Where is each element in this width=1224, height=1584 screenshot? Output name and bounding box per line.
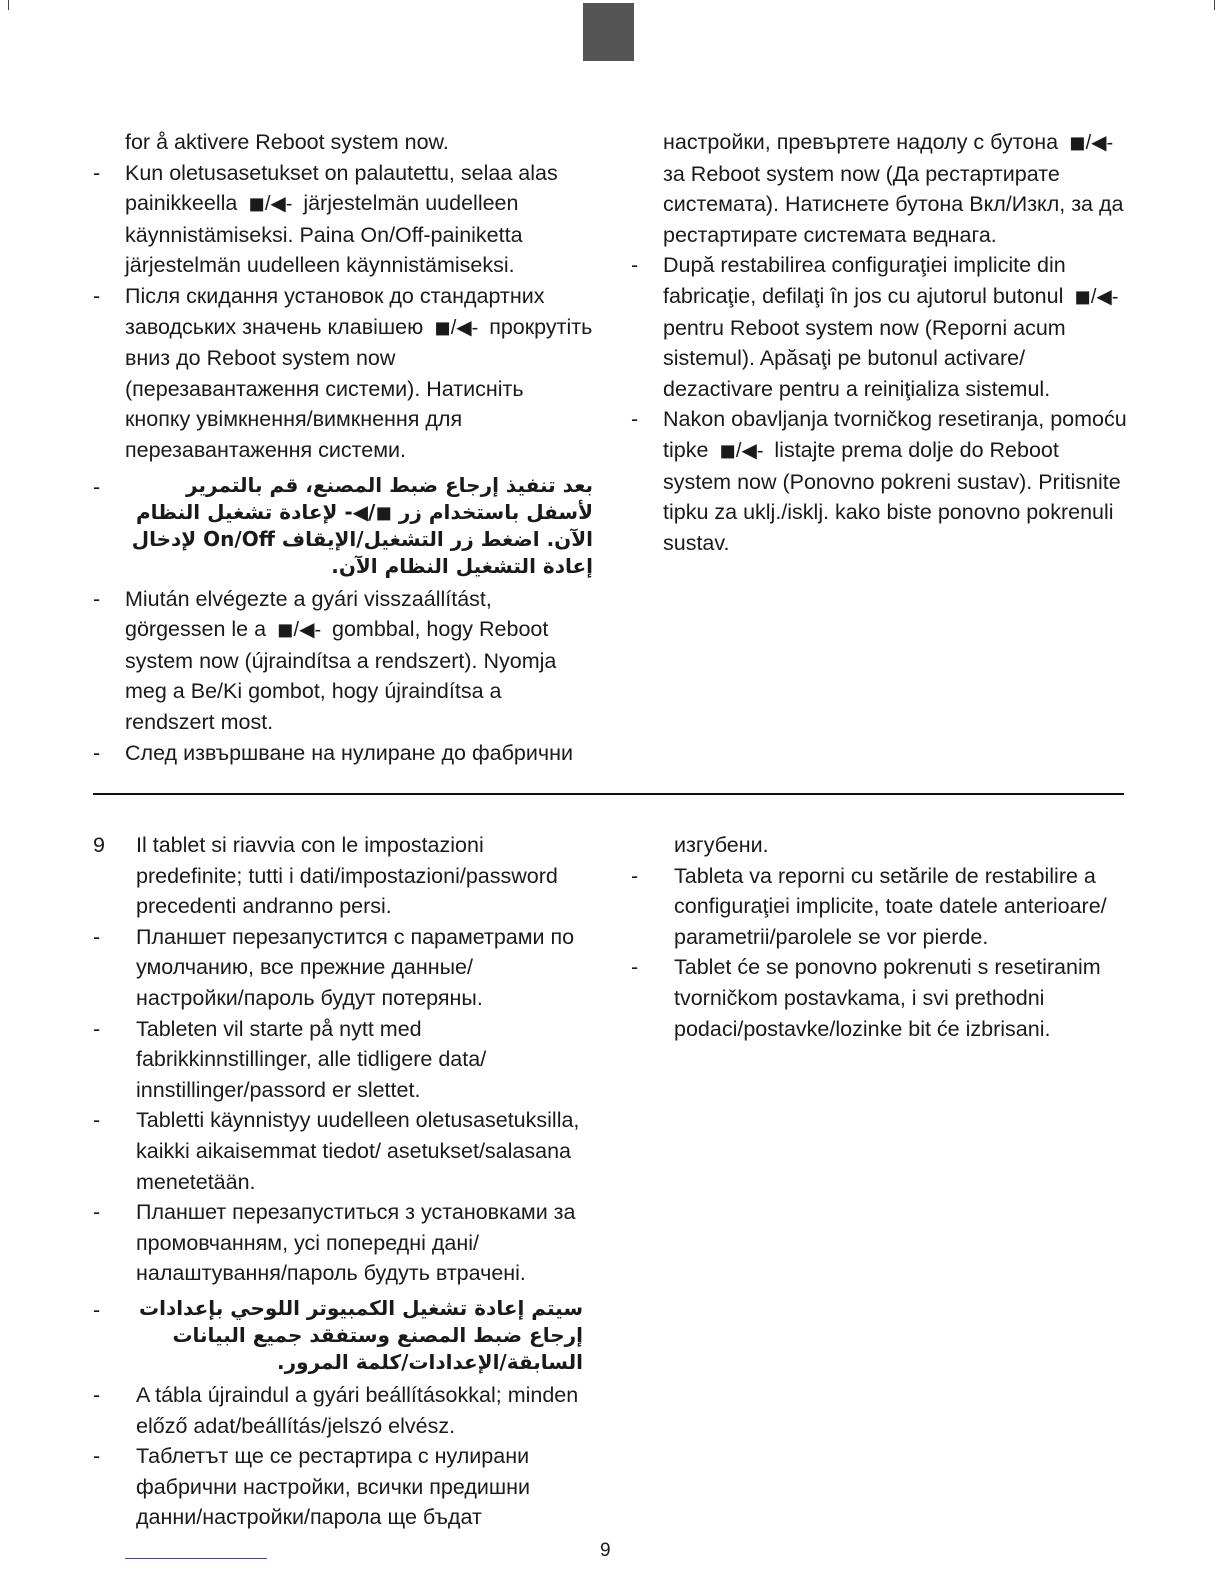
paragraph: [663, 404, 1131, 558]
menu-volume-button-icon: ◼/◀-: [1074, 285, 1119, 308]
arabic-paragraph: [125, 472, 593, 580]
paragraph-text: بعد تنفيذ إرجاع ضبط المصنع، قم بالتمرير لأسفل باستخدام زر ◼/◀- لإعادة تشغيل النظام الآن. اضغط زر التشغيل/الإيقاف On/Off لإدخال إعادة التشغيل النظام الآن.: [131, 472, 593, 578]
menu-volume-button-icon: ◼/◀-: [1069, 132, 1114, 154]
list-item: [93, 1441, 583, 1533]
paragraph-text: Tableten vil starte på nytt med fabrikkinnstillinger, alle tidligere data/ innstillinger/passord er slettet.: [136, 1016, 487, 1102]
paragraph: [136, 830, 583, 922]
page-number: 9: [600, 1540, 611, 1561]
bottom-right-column: [631, 830, 1131, 1044]
menu-volume-button-icon: ◼/◀-: [276, 619, 322, 642]
paragraph-text-after-icon: pentru Reboot system now (Reporni acum sistemul). Apăsaţi pe butonul activare/ dezactivare pentru a reiniţializa sistemul.: [663, 315, 1066, 401]
paragraph-text-after-icon: listajte prema dolje do Reboot system now (Ponovno pokreni sustav). Pritisnite tipku za uklj./isklj. kako biste ponovno pokrenuli sustav.: [663, 437, 1121, 555]
list-item: [631, 830, 1131, 861]
arabic-paragraph: [136, 1295, 583, 1376]
list-item: [93, 1197, 583, 1289]
paragraph-text-after-icon: прокрутіть вниз до Reboot system now (перезавантаження системи). Натисніть кнопку увімкнення/вимкнення для перезавантаження системи.: [125, 314, 593, 462]
bullet-dash: -: [93, 1297, 101, 1322]
bullet-dash: -: [631, 863, 639, 888]
list-item: [631, 250, 1131, 404]
list-item: [93, 158, 593, 281]
paragraph: [125, 584, 593, 738]
list-item: [93, 1295, 583, 1376]
top-right-column: [631, 127, 1131, 558]
paragraph: [136, 1441, 583, 1533]
list-item: [93, 830, 583, 922]
paragraph-text: Планшет перезапустится с параметрами по умолчанию, все прежние данные/ настройки/пароль будут потеряны.: [136, 924, 575, 1010]
item-number: 9: [93, 833, 105, 857]
paragraph: [125, 738, 593, 769]
bullet-dash: -: [631, 253, 639, 278]
paragraph: [136, 1197, 583, 1289]
bullet-dash: -: [93, 1200, 101, 1225]
list-item: [93, 1014, 583, 1106]
bullet-dash: -: [93, 924, 101, 949]
paragraph: [674, 861, 1131, 953]
list-item: [93, 584, 593, 738]
bullet-dash: -: [93, 1108, 101, 1133]
paragraph-text: Il tablet si riavvia con le impostazioni predefinite; tutti i dati/impostazioni/password precedenti andranno persi.: [136, 833, 558, 919]
paragraph: [136, 1380, 583, 1441]
bullet-dash: -: [631, 955, 639, 980]
list-item: [93, 127, 593, 158]
bullet-dash: -: [631, 407, 639, 432]
paragraph: [136, 922, 583, 1014]
bottom-left-column: [93, 830, 583, 1533]
paragraph-text: Планшет перезапуститься з установками за промовчанням, усі попередні дані/ налаштування/пароль будуть втрачені.: [136, 1200, 576, 1286]
list-item: [93, 922, 583, 1014]
menu-volume-button-icon: ◼/◀-: [719, 439, 764, 462]
paragraph: [125, 158, 593, 281]
list-item: [631, 952, 1131, 1044]
paragraph: [125, 281, 593, 466]
bullet-dash: -: [93, 740, 101, 765]
paragraph-text-before-icon: Kun oletusasetukset on palautettu, selaa alas painikkeella: [125, 160, 558, 216]
list-item: [631, 404, 1131, 558]
section-divider: [93, 793, 1124, 795]
paragraph: [674, 952, 1131, 1044]
footnote-line: [125, 1558, 267, 1559]
bullet-dash: -: [93, 586, 101, 611]
paragraph: [663, 127, 1131, 250]
menu-volume-button-icon: ◼/◀-: [248, 193, 293, 216]
list-item: [93, 738, 593, 769]
list-item: [93, 472, 593, 580]
paragraph: [125, 127, 593, 158]
paragraph-text: След извършване на нулиране до фабрични: [125, 740, 573, 765]
paragraph: [136, 1105, 583, 1197]
paragraph-text-before-icon: Nakon obavljanja tvorničkog resetiranja, pomoću tipke: [663, 407, 1127, 462]
bullet-dash: -: [93, 474, 101, 499]
paragraph-text-after-icon: за Reboot system now (Да рестартирате системата). Натиснете бутона Вкл/Изкл, за да рестартирате системата веднага.: [663, 161, 1124, 247]
bullet-dash: -: [93, 1016, 101, 1041]
paragraph-text: Tabletti käynnistyy uudelleen oletusasetuksilla, kaikki aikaisemmat tiedot/ asetukset/salasana menetetään.: [136, 1108, 580, 1194]
paragraph-text-before-icon: Miután elvégezte a gyári visszaállítást, görgessen le a: [125, 586, 492, 642]
crop-mark-left: [8, 0, 9, 10]
list-item: [631, 861, 1131, 953]
paragraph-text: Tablet će se ponovno pokrenuti s resetiranim tvorničkom postavkama, i svi prethodni podaci/postavke/lozinke bit će izbrisani.: [674, 955, 1101, 1041]
paragraph-text: изгубени.: [674, 833, 769, 857]
paragraph-text-before-icon: După restabilirea configuraţiei implicite din fabricaţie, defilaţi în jos cu ajutorul butonul: [663, 253, 1066, 308]
crop-mark-right: [1214, 0, 1215, 10]
menu-volume-button-icon: ◼/◀-: [434, 316, 479, 339]
bullet-dash: -: [93, 1382, 101, 1407]
paragraph-text: Таблетът ще се рестартира с нулирани фабрични настройки, всички предишни данни/настройки/парола ще бъдат: [136, 1444, 531, 1530]
paragraph-text: for å aktivere Reboot system now.: [125, 130, 449, 154]
top-left-column: [93, 127, 593, 768]
paragraph: [136, 1014, 583, 1106]
paragraph: [663, 250, 1131, 404]
bullet-dash: -: [93, 1444, 101, 1469]
paragraph-text: A tábla újraindul a gyári beállításokkal; minden előző adat/beállítás/jelszó elvész.: [136, 1382, 579, 1438]
page-tab-marker: [583, 3, 634, 61]
bullet-dash: -: [93, 283, 101, 308]
paragraph-text-before-icon: Після скидання установок до стандартних заводських значень клавішею: [125, 283, 545, 339]
paragraph-text-after-icon: järjestelmän uudelleen käynnistämiseksi. Paina On/Off-painiketta järjestelmän uudelleen käynnistämiseksi.: [125, 191, 523, 278]
list-item: [93, 1380, 583, 1441]
paragraph-text-after-icon: gombbal, hogy Reboot system now (újraindítsa a rendszert). Nyomja meg a Be/Ki gombot, hogy újraindítsa a rendszert most.: [125, 617, 557, 734]
paragraph-text-before-icon: настройки, превъртете надолу с бутона: [663, 130, 1059, 154]
list-item: [631, 127, 1131, 250]
bullet-dash: -: [93, 160, 101, 185]
paragraph-text: Tableta va reporni cu setările de restabilire a configuraţiei implicite, toate datele anterioare/ parametrii/parolele se vor pierde.: [674, 863, 1107, 949]
paragraph: [674, 830, 1131, 861]
paragraph-text: سيتم إعادة تشغيل الكمبيوتر اللوحي بإعدادات إرجاع ضبط المصنع وستفقد جميع البيانات السابقة/الإعدادات/كلمة المرور.: [138, 1295, 583, 1374]
list-item: [93, 281, 593, 466]
list-item: [93, 1105, 583, 1197]
